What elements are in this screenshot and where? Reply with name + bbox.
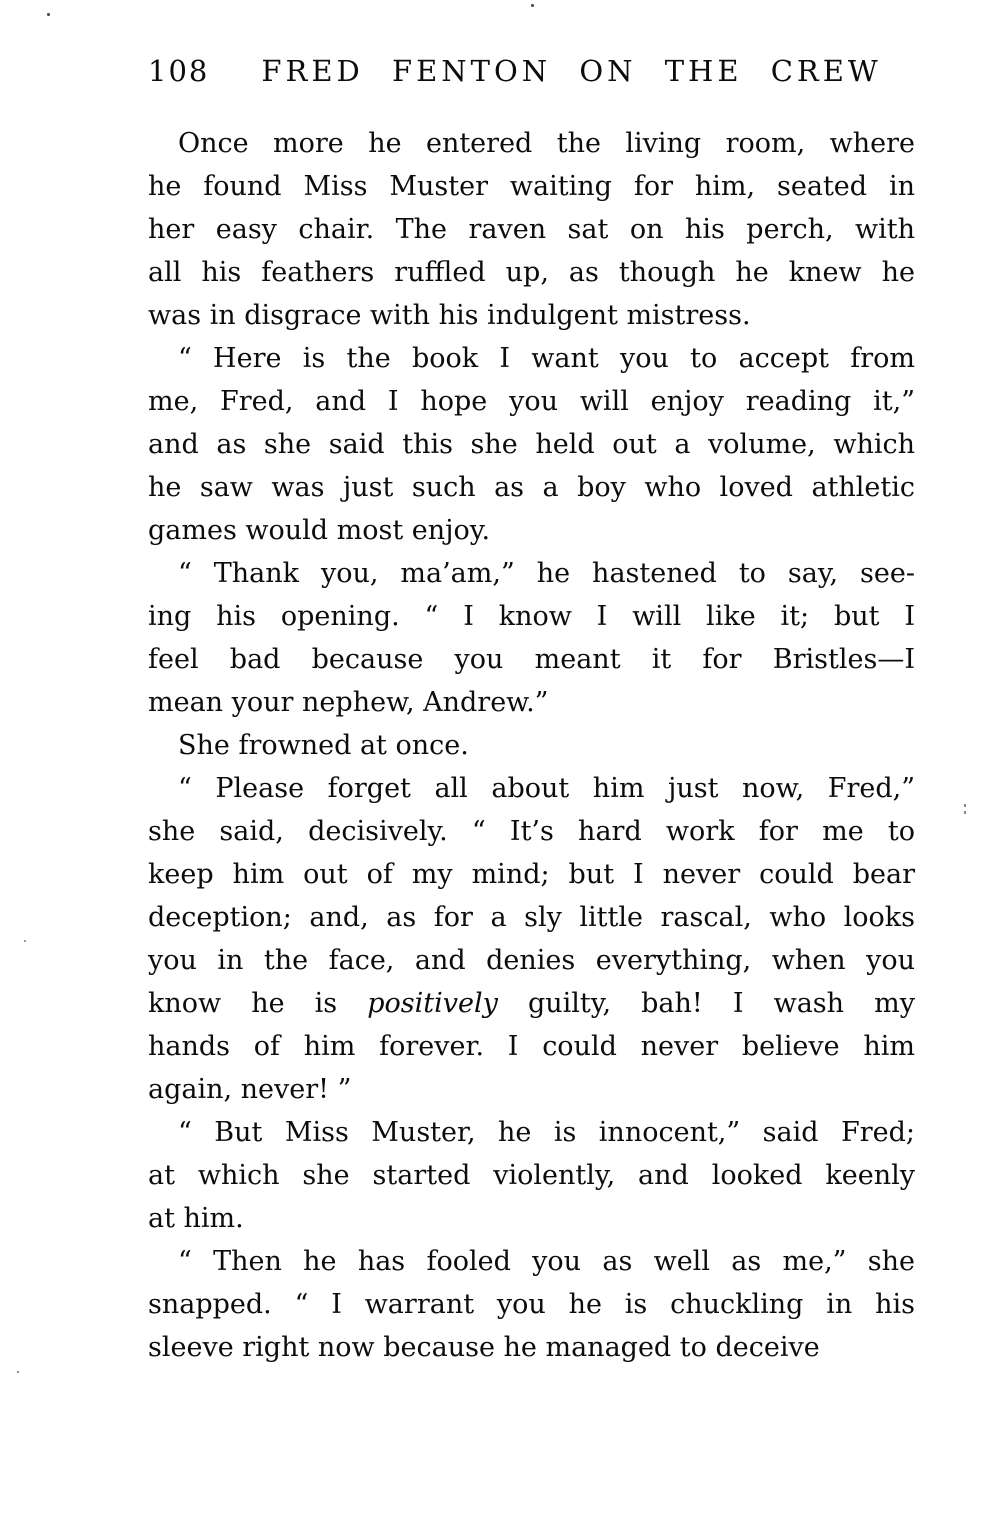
text-line: and as she said this she held out a volume, which	[148, 429, 915, 460]
scan-speck	[964, 804, 966, 807]
page-body	[148, 122, 915, 1369]
text-line: you in the face, and denies everything, when you	[148, 945, 915, 976]
paragraph	[148, 1111, 915, 1240]
scan-speck	[17, 1371, 19, 1373]
text-line: sleeve right now because he managed to deceive	[148, 1332, 820, 1363]
text-line: he saw was just such as a boy who loved athletic	[148, 472, 915, 503]
text-line: “ Then he has fooled you as well as me,” she	[178, 1246, 915, 1277]
page-header	[148, 54, 882, 88]
text-line: know he is positively guilty, bah! I wash my	[148, 988, 915, 1019]
scan-speck	[531, 4, 534, 7]
text-line: at him.	[148, 1203, 244, 1234]
text-line: “ Thank you, ma’am,” he hastened to say, see-	[178, 558, 915, 589]
italic-text: positively	[367, 988, 498, 1019]
text-line: Once more he entered the living room, where	[178, 128, 915, 159]
text-line: he found Miss Muster waiting for him, seated in	[148, 171, 915, 202]
text-line: “ But Miss Muster, he is innocent,” said Fred;	[178, 1117, 915, 1148]
text-line: at which she started violently, and looked keenly	[148, 1160, 915, 1191]
text-line: ing his opening. “ I know I will like it; but I	[148, 601, 915, 632]
paragraph	[148, 767, 915, 1111]
text-line: feel bad because you meant it for Bristles—I	[148, 644, 915, 675]
text-line: she said, decisively. “ It’s hard work for me to	[148, 816, 915, 847]
paragraph	[148, 122, 915, 337]
text-line: She frowned at once.	[178, 730, 469, 761]
paragraph	[148, 337, 915, 552]
text-line: “ Here is the book I want you to accept from	[178, 343, 915, 374]
text-line: deception; and, as for a sly little rascal, who looks	[148, 902, 915, 933]
page-number: 108	[148, 54, 210, 88]
text-line: me, Fred, and I hope you will enjoy reading it,”	[148, 386, 915, 417]
text-line: again, never! ”	[148, 1074, 352, 1105]
scan-speck	[964, 811, 966, 814]
paragraph	[148, 552, 915, 724]
scan-speck	[24, 940, 26, 942]
text-line: “ Please forget all about him just now, Fred,”	[178, 773, 915, 804]
text-line: hands of him forever. I could never believe him	[148, 1031, 915, 1062]
paragraph	[148, 1240, 915, 1369]
text-line: mean your nephew, Andrew.”	[148, 687, 549, 718]
text-line: games would most enjoy.	[148, 515, 491, 546]
text-line: snapped. “ I warrant you he is chuckling in his	[148, 1289, 915, 1320]
running-title: FRED FENTON ON THE CREW	[261, 54, 882, 88]
paragraph	[148, 724, 915, 767]
text-line: all his feathers ruffled up, as though he knew he	[148, 257, 915, 288]
text-line: keep him out of my mind; but I never could bear	[148, 859, 915, 890]
scan-speck	[47, 13, 50, 16]
text-line: her easy chair. The raven sat on his perch, with	[148, 214, 915, 245]
text-line: was in disgrace with his indulgent mistress.	[148, 300, 751, 331]
